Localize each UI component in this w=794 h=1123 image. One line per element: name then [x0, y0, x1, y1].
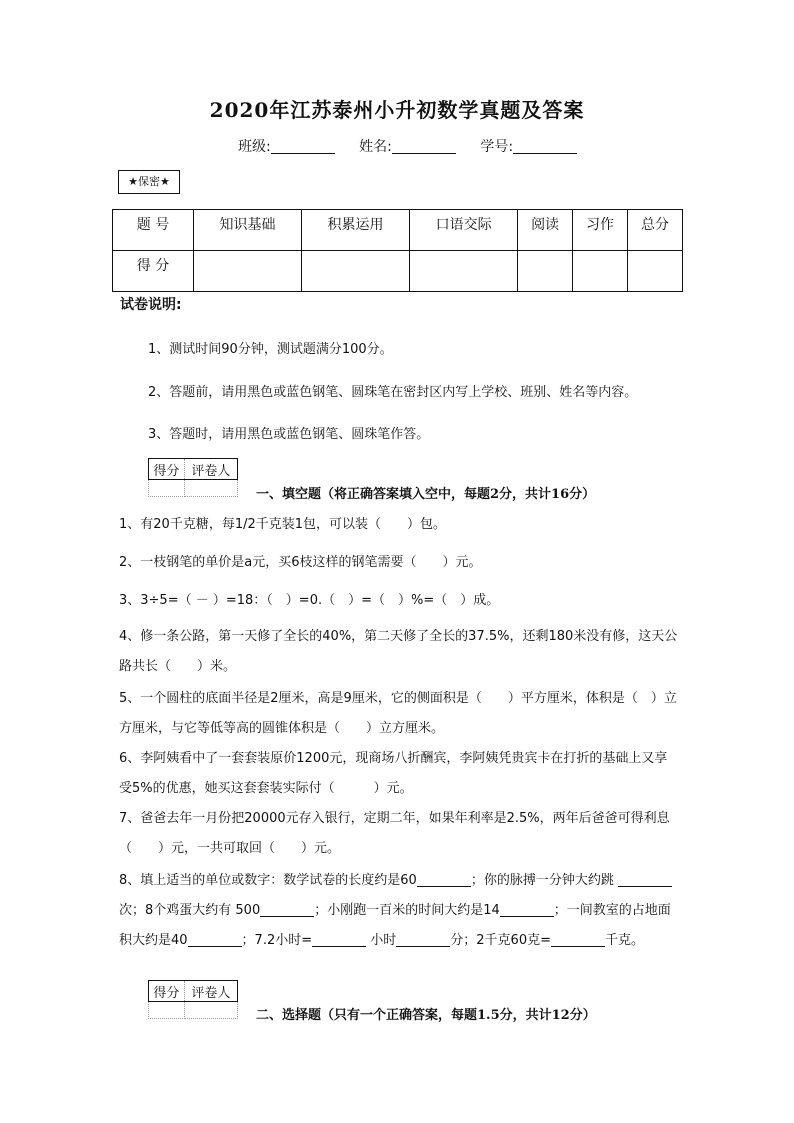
answer-blank[interactable]	[551, 932, 605, 947]
question-text: ；你的脉搏一分钟大约跳	[470, 873, 614, 888]
class-field[interactable]	[271, 139, 335, 154]
question: 2、一枝钢笔的单价是a元，买6枝这样的钢笔需要（ ）元。	[119, 555, 482, 570]
grader-reviewer-cell[interactable]	[184, 1002, 237, 1019]
score-cell[interactable]	[628, 251, 683, 292]
instruction-item: 2、答题前，请用黑色或蓝色钢笔、圆珠笔在密封区内写上学校、班别、姓名等内容。	[148, 385, 638, 400]
score-column-header: 口语交际	[410, 210, 518, 251]
grader-score-cell[interactable]	[149, 480, 185, 497]
confidential-badge: ★保密★	[118, 170, 180, 194]
question-text: ；7.2小时=	[241, 933, 313, 948]
class-label: 班级:	[238, 139, 271, 155]
answer-blank[interactable]	[500, 902, 554, 917]
answer-blank[interactable]	[312, 932, 366, 947]
grader-reviewer-cell[interactable]	[184, 480, 237, 497]
grader-box	[148, 980, 238, 1019]
grader-score-label: 得分	[149, 981, 185, 1002]
score-column-header: 阅读	[518, 210, 573, 251]
score-column-header: 积累运用	[302, 210, 410, 251]
instructions-title: 试卷说明:	[120, 297, 182, 313]
question-text: ；小刚跑一百米的时间大约是14	[314, 903, 500, 918]
score-cell[interactable]	[302, 251, 410, 292]
instruction-item: 3、答题时，请用黑色或蓝色钢笔、圆珠笔作答。	[148, 427, 430, 442]
section-title: 二、选择题（只有一个正确答案，每题1.5分，共计12分）	[256, 1008, 596, 1023]
grader-score-cell[interactable]	[149, 1002, 185, 1019]
score-row-label: 得 分	[113, 251, 194, 292]
score-cell[interactable]	[518, 251, 573, 292]
grader-box	[148, 458, 238, 497]
student-id-label: 学号:	[480, 139, 514, 155]
question-text: 小时	[370, 933, 397, 948]
grader-score-label: 得分	[149, 459, 185, 480]
question-text: 次；8个鸡蛋大约有 500	[119, 903, 261, 918]
name-field[interactable]	[392, 139, 456, 154]
grader-reviewer-label: 评卷人	[184, 981, 237, 1002]
name-label: 姓名:	[359, 139, 392, 155]
score-table	[112, 209, 683, 292]
question: 1、有20千克糖，每1/2千克装1包，可以装（ ）包。	[119, 517, 447, 532]
question-text: ；一间教室的占地面积大约是40	[119, 903, 671, 948]
question: 6、李阿姨看中了一套套装原价1200元，现商场八折酬宾，李阿姨凭贵宾卡在打折的基础上又享受5%的优惠，她买这套套装实际付（ ）元。	[119, 751, 668, 796]
question: 7、爸爸去年一月份把20000元存入银行，定期二年，如果年利率是2.5%，两年后爸爸可得利息（ ）元，一共可取回（ ）元。	[119, 811, 670, 856]
student-info	[238, 136, 589, 156]
score-table-header: 题 号	[113, 210, 194, 251]
grader-reviewer-label: 评卷人	[184, 459, 237, 480]
student-id-field[interactable]	[513, 139, 577, 154]
instruction-item: 1、测试时间90分钟，测试题满分100分。	[148, 342, 393, 357]
section-title: 一、填空题（将正确答案填入空中，每题2分，共计16分）	[256, 487, 596, 502]
score-column-header: 总分	[628, 210, 683, 251]
question: 5、一个圆柱的底面半径是2厘米，高是9厘米，它的侧面积是（ ）平方厘米，体积是（ ）立方厘米，与它等低等高的圆锥体积是（ ）立方厘米。	[119, 691, 677, 736]
score-cell[interactable]	[573, 251, 628, 292]
score-column-header: 习作	[573, 210, 628, 251]
answer-blank[interactable]	[396, 932, 450, 947]
answer-blank[interactable]	[417, 872, 471, 887]
question-text: 分；2千克60克=	[450, 933, 551, 948]
score-cell[interactable]	[194, 251, 302, 292]
page-title: 2020年江苏泰州小升初数学真题及答案	[209, 98, 585, 122]
score-cell[interactable]	[410, 251, 518, 292]
question-text: 千克。	[605, 933, 645, 948]
answer-blank[interactable]	[260, 902, 314, 917]
score-column-header: 知识基础	[194, 210, 302, 251]
answer-blank[interactable]	[188, 932, 242, 947]
question: 3、3÷5=（ － ）=18：（ ）=0.（ ）=（ ）%=（ ）成。	[119, 593, 500, 608]
answer-blank[interactable]	[618, 872, 672, 887]
question-text: 8、填上适当的单位或数字：数学试卷的长度约是60	[119, 873, 417, 888]
question	[119, 866, 679, 956]
question: 4、修一条公路，第一天修了全长的40%，第二天修了全长的37.5%，还剩180米没有修，这天公路共长（ ）米。	[119, 629, 678, 674]
